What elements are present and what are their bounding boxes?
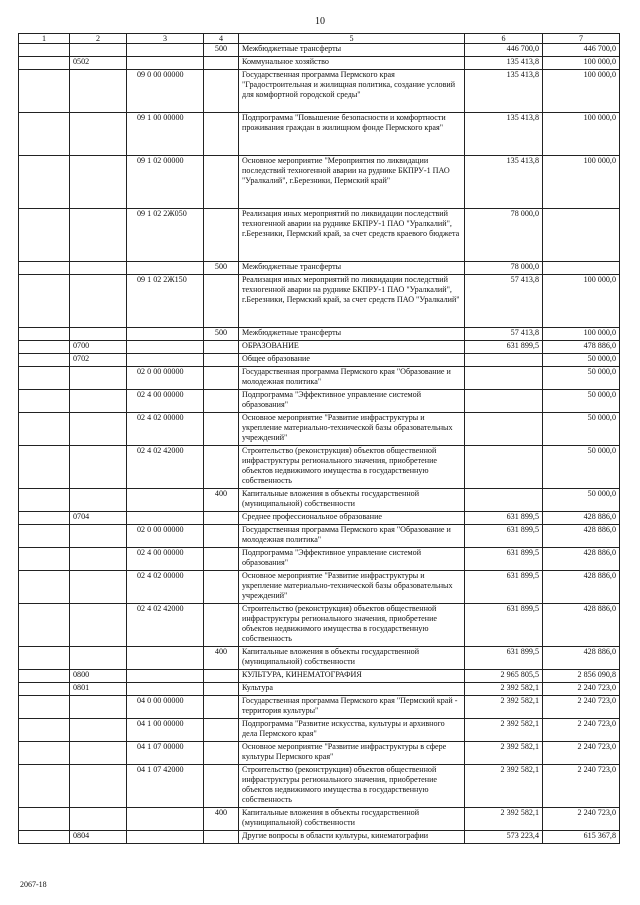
table-row (19, 413, 620, 446)
cell-c1 (19, 156, 70, 209)
cell-c1 (19, 44, 70, 57)
cell-c2 (70, 696, 127, 719)
cell-c5: Капитальные вложения в объекты государственной (муниципальной) собственности (239, 489, 465, 512)
table-row (19, 275, 620, 328)
cell-c5: Межбюджетные трансферты (239, 44, 465, 57)
cell-c5: Капитальные вложения в объекты государственной (муниципальной) собственности (239, 647, 465, 670)
cell-c2 (70, 548, 127, 571)
cell-c7: 2 240 723,0 (543, 719, 620, 742)
cell-c3 (127, 647, 204, 670)
cell-c2 (70, 262, 127, 275)
header-col-7: 7 (543, 34, 620, 44)
cell-c1 (19, 670, 70, 683)
cell-c7: 2 856 090,8 (543, 670, 620, 683)
cell-c5: Государственная программа Пермского края "Образование и молодежная политика" (239, 367, 465, 390)
cell-c7: 428 886,0 (543, 525, 620, 548)
cell-c7: 2 240 723,0 (543, 683, 620, 696)
cell-c1 (19, 275, 70, 328)
cell-c6: 2 392 582,1 (465, 808, 543, 831)
cell-c5: Реализация иных мероприятий по ликвидации последствий техногенной аварии на руднике БКПРУ-1 ПАО "Уралкалий", г.Березники, Пермский край, за счет средств ПАО "Уралкалий" (239, 275, 465, 328)
cell-c2 (70, 156, 127, 209)
cell-c5: Государственная программа Пермского края "Образование и молодежная политика" (239, 525, 465, 548)
cell-c6 (465, 367, 543, 390)
cell-c5: Среднее профессиональное образование (239, 512, 465, 525)
cell-c2 (70, 742, 127, 765)
cell-c1 (19, 571, 70, 604)
table-row (19, 390, 620, 413)
cell-c7: 100 000,0 (543, 113, 620, 156)
header-col-5: 5 (239, 34, 465, 44)
cell-c2: 0502 (70, 57, 127, 70)
table-row (19, 44, 620, 57)
cell-c1 (19, 446, 70, 489)
cell-c4 (204, 390, 239, 413)
cell-c6: 2 392 582,1 (465, 696, 543, 719)
cell-c5: Межбюджетные трансферты (239, 262, 465, 275)
cell-c1 (19, 512, 70, 525)
cell-c3: 02 4 02 00000 (127, 571, 204, 604)
cell-c7: 50 000,0 (543, 446, 620, 489)
cell-c5: Строительство (реконструкция) объектов общественной инфраструктуры регионального значения, приобретение объектов недвижимого имущества в государственную собственность (239, 604, 465, 647)
cell-c1 (19, 647, 70, 670)
cell-c5: Подпрограмма "Эффективное управление системой образования" (239, 390, 465, 413)
table-row (19, 765, 620, 808)
table-row (19, 696, 620, 719)
cell-c2: 0704 (70, 512, 127, 525)
cell-c3 (127, 683, 204, 696)
cell-c1 (19, 367, 70, 390)
cell-c2 (70, 446, 127, 489)
cell-c1 (19, 808, 70, 831)
cell-c5: Подпрограмма "Эффективное управление системой образования" (239, 548, 465, 571)
cell-c5: Основное мероприятие "Мероприятия по ликвидации последствий техногенной аварии на руднике БКПРУ-1 ПАО "Уралкалий", г.Березники, Пермский край" (239, 156, 465, 209)
cell-c5: Коммунальное хозяйство (239, 57, 465, 70)
cell-c4 (204, 548, 239, 571)
cell-c4 (204, 341, 239, 354)
cell-c7: 428 886,0 (543, 512, 620, 525)
cell-c1 (19, 262, 70, 275)
table-row (19, 604, 620, 647)
cell-c3: 02 4 00 00000 (127, 390, 204, 413)
cell-c7: 50 000,0 (543, 489, 620, 512)
cell-c6: 2 392 582,1 (465, 765, 543, 808)
cell-c5: Реализация иных мероприятий по ликвидации последствий техногенной аварии на руднике БКПРУ-1 ПАО "Уралкалий", г.Березники, Пермский край, за счет средств краевого бюджета (239, 209, 465, 262)
cell-c6: 631 899,5 (465, 548, 543, 571)
cell-c7: 100 000,0 (543, 156, 620, 209)
header-col-6: 6 (465, 34, 543, 44)
table-row (19, 341, 620, 354)
table-row (19, 156, 620, 209)
cell-c3: 09 1 02 2Ж150 (127, 275, 204, 328)
cell-c3: 02 0 00 00000 (127, 525, 204, 548)
cell-c6: 2 392 582,1 (465, 742, 543, 765)
cell-c4: 500 (204, 328, 239, 341)
cell-c6: 446 700,0 (465, 44, 543, 57)
cell-c2 (70, 113, 127, 156)
cell-c4 (204, 765, 239, 808)
cell-c1 (19, 70, 70, 113)
cell-c3 (127, 489, 204, 512)
cell-c6: 135 413,8 (465, 57, 543, 70)
table-row (19, 742, 620, 765)
cell-c6: 2 965 805,5 (465, 670, 543, 683)
cell-c2 (70, 44, 127, 57)
cell-c2 (70, 489, 127, 512)
cell-c2 (70, 367, 127, 390)
cell-c5: Капитальные вложения в объекты государственной (муниципальной) собственности (239, 808, 465, 831)
cell-c6: 135 413,8 (465, 70, 543, 113)
cell-c6: 2 392 582,1 (465, 719, 543, 742)
cell-c3: 02 4 02 42000 (127, 604, 204, 647)
cell-c2: 0801 (70, 683, 127, 696)
cell-c4 (204, 604, 239, 647)
cell-c3: 04 1 00 00000 (127, 719, 204, 742)
cell-c7 (543, 209, 620, 262)
table-row (19, 70, 620, 113)
cell-c1 (19, 354, 70, 367)
cell-c4: 500 (204, 262, 239, 275)
cell-c5: Строительство (реконструкция) объектов общественной инфраструктуры регионального значения, приобретение объектов недвижимого имущества в государственную собственность (239, 765, 465, 808)
cell-c4 (204, 525, 239, 548)
header-col-1: 1 (19, 34, 70, 44)
cell-c4 (204, 719, 239, 742)
cell-c2 (70, 70, 127, 113)
table-row (19, 647, 620, 670)
cell-c4: 400 (204, 489, 239, 512)
cell-c6: 631 899,5 (465, 341, 543, 354)
header-col-3: 3 (127, 34, 204, 44)
table-row (19, 367, 620, 390)
cell-c3: 04 0 00 00000 (127, 696, 204, 719)
cell-c3: 02 4 02 00000 (127, 413, 204, 446)
cell-c4 (204, 683, 239, 696)
cell-c1 (19, 113, 70, 156)
table-row (19, 571, 620, 604)
cell-c2 (70, 571, 127, 604)
cell-c5: ОБРАЗОВАНИЕ (239, 341, 465, 354)
table-row (19, 683, 620, 696)
table-row (19, 489, 620, 512)
cell-c3 (127, 831, 204, 844)
cell-c4 (204, 413, 239, 446)
table-row (19, 262, 620, 275)
cell-c2: 0804 (70, 831, 127, 844)
cell-c1 (19, 696, 70, 719)
cell-c2 (70, 209, 127, 262)
table-row (19, 446, 620, 489)
cell-c4 (204, 367, 239, 390)
cell-c4 (204, 354, 239, 367)
cell-c7: 100 000,0 (543, 70, 620, 113)
header-col-4: 4 (204, 34, 239, 44)
cell-c4 (204, 113, 239, 156)
cell-c6: 631 899,5 (465, 604, 543, 647)
cell-c1 (19, 719, 70, 742)
cell-c4 (204, 571, 239, 604)
cell-c4 (204, 209, 239, 262)
cell-c3: 02 4 02 42000 (127, 446, 204, 489)
cell-c3 (127, 354, 204, 367)
cell-c4: 400 (204, 647, 239, 670)
table-row (19, 328, 620, 341)
cell-c1 (19, 831, 70, 844)
cell-c4: 400 (204, 808, 239, 831)
budget-table (18, 33, 620, 844)
cell-c6 (465, 489, 543, 512)
cell-c1 (19, 341, 70, 354)
cell-c2: 0800 (70, 670, 127, 683)
cell-c5: Государственная программа Пермского края "Пермский край - территория культуры" (239, 696, 465, 719)
table-row (19, 209, 620, 262)
cell-c1 (19, 765, 70, 808)
cell-c3: 09 0 00 00000 (127, 70, 204, 113)
cell-c4: 500 (204, 44, 239, 57)
cell-c6: 631 899,5 (465, 512, 543, 525)
cell-c3 (127, 808, 204, 831)
cell-c1 (19, 57, 70, 70)
cell-c1 (19, 390, 70, 413)
cell-c4 (204, 670, 239, 683)
cell-c1 (19, 683, 70, 696)
cell-c1 (19, 604, 70, 647)
table-row (19, 354, 620, 367)
cell-c1 (19, 525, 70, 548)
cell-c3 (127, 44, 204, 57)
cell-c3: 04 1 07 00000 (127, 742, 204, 765)
cell-c3 (127, 262, 204, 275)
cell-c3: 02 4 00 00000 (127, 548, 204, 571)
cell-c2 (70, 328, 127, 341)
cell-c2 (70, 808, 127, 831)
cell-c5: КУЛЬТУРА, КИНЕМАТОГРАФИЯ (239, 670, 465, 683)
cell-c5: Строительство (реконструкция) объектов общественной инфраструктуры регионального значения, приобретение объектов недвижимого имущества в государственную собственность (239, 446, 465, 489)
table-row (19, 719, 620, 742)
cell-c7: 100 000,0 (543, 275, 620, 328)
cell-c6 (465, 413, 543, 446)
cell-c2 (70, 604, 127, 647)
table-row (19, 57, 620, 70)
cell-c7: 2 240 723,0 (543, 808, 620, 831)
table-row (19, 831, 620, 844)
cell-c1 (19, 328, 70, 341)
cell-c7: 446 700,0 (543, 44, 620, 57)
cell-c6: 631 899,5 (465, 525, 543, 548)
cell-c3: 02 0 00 00000 (127, 367, 204, 390)
cell-c4 (204, 742, 239, 765)
cell-c1 (19, 489, 70, 512)
table-row (19, 512, 620, 525)
cell-c6: 78 000,0 (465, 209, 543, 262)
cell-c1 (19, 742, 70, 765)
cell-c4 (204, 57, 239, 70)
cell-c2: 0700 (70, 341, 127, 354)
cell-c7: 428 886,0 (543, 647, 620, 670)
table-row (19, 525, 620, 548)
table-row (19, 548, 620, 571)
cell-c4 (204, 156, 239, 209)
table-header-row (19, 34, 620, 44)
cell-c3 (127, 328, 204, 341)
footer-code: 2067-18 (20, 880, 47, 889)
cell-c4 (204, 70, 239, 113)
cell-c2 (70, 525, 127, 548)
cell-c4 (204, 446, 239, 489)
cell-c3: 09 1 02 2Ж050 (127, 209, 204, 262)
cell-c2 (70, 413, 127, 446)
cell-c3 (127, 341, 204, 354)
cell-c6: 631 899,5 (465, 647, 543, 670)
cell-c2 (70, 275, 127, 328)
cell-c6: 135 413,8 (465, 113, 543, 156)
table-row (19, 670, 620, 683)
cell-c7: 50 000,0 (543, 367, 620, 390)
cell-c6: 573 223,4 (465, 831, 543, 844)
cell-c2 (70, 390, 127, 413)
cell-c7: 478 886,0 (543, 341, 620, 354)
table-row (19, 113, 620, 156)
cell-c5: Культура (239, 683, 465, 696)
cell-c6: 57 413,8 (465, 328, 543, 341)
cell-c5: Подпрограмма "Развитие искусства, культуры и архивного дела Пермского края" (239, 719, 465, 742)
table-row (19, 808, 620, 831)
cell-c6: 57 413,8 (465, 275, 543, 328)
cell-c7: 50 000,0 (543, 354, 620, 367)
cell-c7: 100 000,0 (543, 57, 620, 70)
cell-c6: 631 899,5 (465, 571, 543, 604)
cell-c3 (127, 512, 204, 525)
cell-c5: Государственная программа Пермского края "Градостроительная и жилищная политика, создание условий для комфортной городской среды" (239, 70, 465, 113)
cell-c3: 09 1 00 00000 (127, 113, 204, 156)
cell-c5: Подпрограмма "Повышение безопасности и комфортности проживания граждан в жилищном фонде Пермского края" (239, 113, 465, 156)
cell-c6: 78 000,0 (465, 262, 543, 275)
cell-c3 (127, 57, 204, 70)
cell-c6 (465, 390, 543, 413)
cell-c7: 615 367,8 (543, 831, 620, 844)
cell-c6: 135 413,8 (465, 156, 543, 209)
table-body (19, 44, 620, 844)
cell-c5: Основное мероприятие "Развитие инфраструктуры и укрепление материально-технической базы образовательных учреждений" (239, 571, 465, 604)
cell-c7: 50 000,0 (543, 413, 620, 446)
cell-c4 (204, 275, 239, 328)
cell-c1 (19, 548, 70, 571)
cell-c4 (204, 512, 239, 525)
cell-c1 (19, 413, 70, 446)
cell-c5: Межбюджетные трансферты (239, 328, 465, 341)
cell-c2 (70, 647, 127, 670)
cell-c5: Другие вопросы в области культуры, кинематографии (239, 831, 465, 844)
page-number: 10 (315, 16, 325, 27)
cell-c6: 2 392 582,1 (465, 683, 543, 696)
cell-c7: 428 886,0 (543, 571, 620, 604)
cell-c6 (465, 446, 543, 489)
cell-c4 (204, 831, 239, 844)
cell-c2 (70, 765, 127, 808)
cell-c6 (465, 354, 543, 367)
cell-c7 (543, 262, 620, 275)
cell-c3: 09 1 02 00000 (127, 156, 204, 209)
cell-c3 (127, 670, 204, 683)
cell-c7: 428 886,0 (543, 604, 620, 647)
cell-c5: Общее образование (239, 354, 465, 367)
cell-c4 (204, 696, 239, 719)
cell-c2: 0702 (70, 354, 127, 367)
cell-c7: 2 240 723,0 (543, 765, 620, 808)
cell-c5: Основное мероприятие "Развитие инфраструктуры и укрепление материально-технической базы образовательных учреждений" (239, 413, 465, 446)
cell-c7: 428 886,0 (543, 548, 620, 571)
cell-c7: 2 240 723,0 (543, 742, 620, 765)
cell-c7: 50 000,0 (543, 390, 620, 413)
cell-c2 (70, 719, 127, 742)
cell-c5: Основное мероприятие "Развитие инфраструктуры в сфере культуры Пермского края" (239, 742, 465, 765)
header-col-2: 2 (70, 34, 127, 44)
cell-c3: 04 1 07 42000 (127, 765, 204, 808)
cell-c1 (19, 209, 70, 262)
cell-c7: 2 240 723,0 (543, 696, 620, 719)
cell-c7: 100 000,0 (543, 328, 620, 341)
